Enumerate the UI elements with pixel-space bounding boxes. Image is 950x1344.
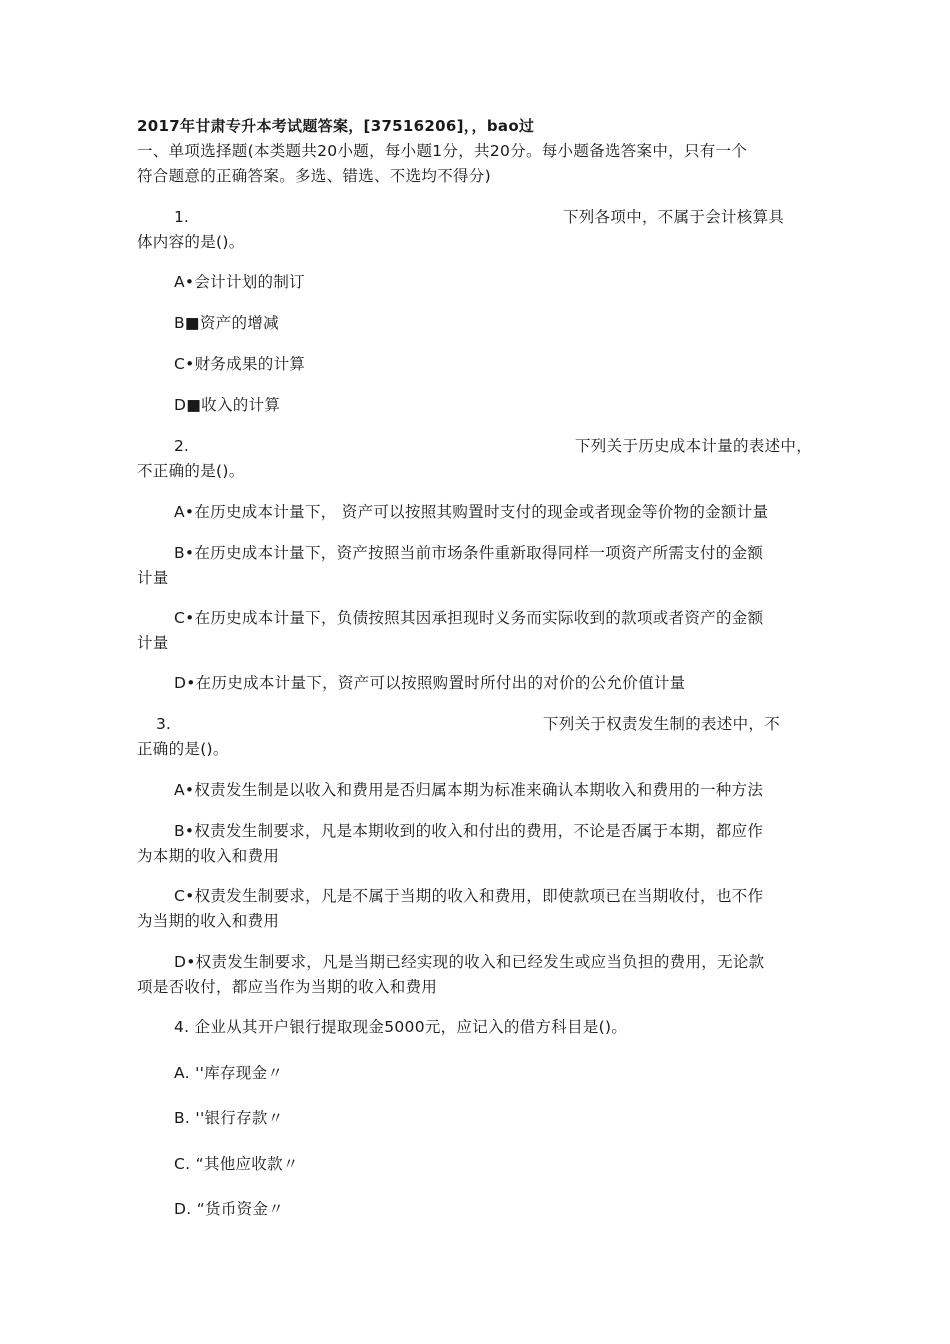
q3-stem-part-1: 下列关于权责发生制的表述中，不 [543, 715, 781, 733]
q1-option-b: B■资产的增减 [174, 314, 279, 332]
document-title: 2017年甘肃专升本考试题答案，[37516206]，，bao过 [137, 117, 535, 135]
q4-option-d: D. “货币资金〃 [174, 1200, 285, 1218]
section-header-line-1: 一、单项选择题(本类题共20小题，每小题1分，共20分。每小题备选答案中，只有一个 [137, 142, 748, 160]
q3-option-d-line-2: 项是否收付，都应当作为当期的收入和费用 [137, 978, 438, 996]
q3-option-b-line-1: B•权责发生制要求，凡是本期收到的收入和付出的费用，不论是否属于本期，都应作 [174, 822, 764, 840]
q3-number: 3. [156, 715, 171, 733]
q3-option-c-line-2: 为当期的收入和费用 [137, 912, 280, 930]
q2-stem-part-1: 下列关于历史成本计量的表述中， [575, 437, 813, 455]
q2-option-c-line-1: C•在历史成本计量下，负债按照其因承担现时义务而实际收到的款项或者资产的金额 [174, 609, 764, 627]
q1-stem-part-2: 体内容的是()。 [137, 233, 245, 251]
q3-stem-part-2: 正确的是()。 [137, 740, 229, 758]
q3-option-b-line-2: 为本期的收入和费用 [137, 847, 280, 865]
section-header-line-2: 符合题意的正确答案。多选、错选、不选均不得分) [137, 167, 491, 185]
q1-stem-part-1: 下列各项中，不属于会计核算具 [563, 208, 785, 226]
q3-option-d-line-1: D•权责发生制要求，凡是当期已经实现的收入和已经发生或应当负担的费用，无论款 [174, 953, 765, 971]
q3-option-a: A•权责发生制是以收入和费用是否归属本期为标准来确认本期收入和费用的一种方法 [174, 781, 764, 799]
q2-option-b-line-1: B•在历史成本计量下，资产按照当前市场条件重新取得同样一项资产所需支付的金额 [174, 544, 764, 562]
q4-option-a: A. ''库存现金〃 [174, 1064, 284, 1082]
q4-option-c: C. “其他应收款〃 [174, 1155, 299, 1173]
q4-option-b: B. ''银行存款〃 [174, 1109, 284, 1127]
q4-stem: 4. 企业从其开户银行提取现金5000元，应记入的借方科目是()。 [174, 1018, 628, 1036]
q2-option-a: A•在历史成本计量下， 资产可以按照其购置时支付的现金或者现金等价物的金额计量 [174, 503, 769, 521]
q2-number: 2. [174, 437, 189, 455]
q2-option-b-line-2: 计量 [137, 569, 169, 587]
q1-number: 1. [174, 208, 189, 226]
q1-option-a: A•会计计划的制订 [174, 273, 305, 291]
q1-option-c: C•财务成果的计算 [174, 355, 306, 373]
q3-option-c-line-1: C•权责发生制要求，凡是不属于当期的收入和费用，即使款项已在当期收付，也不作 [174, 887, 764, 905]
q2-option-c-line-2: 计量 [137, 634, 169, 652]
q2-stem-part-2: 不正确的是()。 [137, 462, 245, 480]
q2-option-d: D•在历史成本计量下，资产可以按照购置时所付出的对价的公允价值计量 [174, 674, 686, 692]
q1-option-d: D■收入的计算 [174, 396, 281, 414]
